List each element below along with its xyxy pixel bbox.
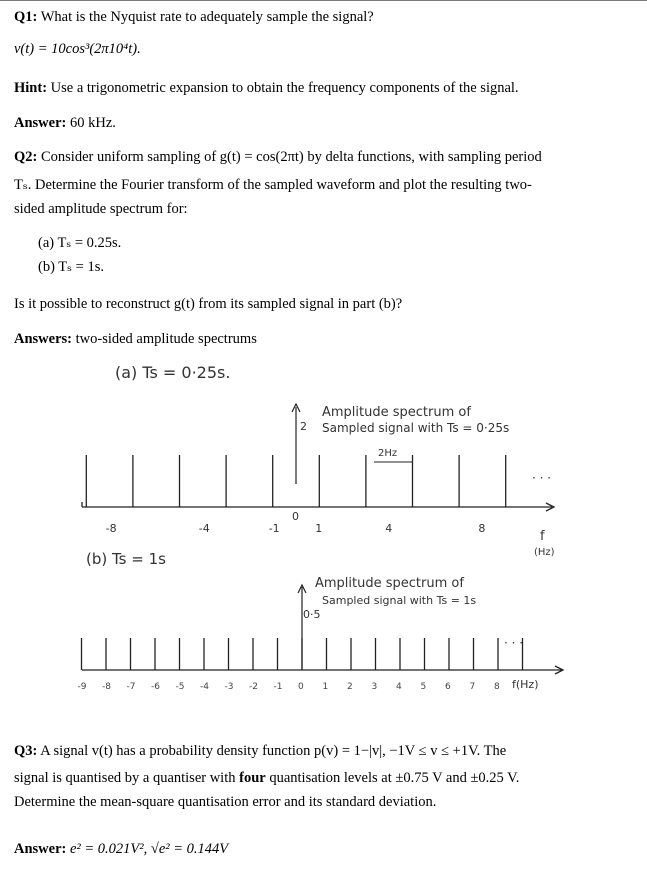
sketch-a-tick-label: -8 [105,522,117,535]
q2-line2: Tₛ. Determine the Fourier transform of the sampled waveform and plot the resulting two- [14,177,532,193]
sketch-b-tick-label: -4 [200,682,209,692]
q2-line3: sided amplitude spectrum for: [14,201,188,217]
sketch-b-title-line2: Sampled signal with Ts = 1s [322,594,477,607]
sketch-b-amp-label: 0·5 [303,608,321,621]
sketch-b-tick-label: -9 [77,682,87,692]
sketch-b-axis-label: f(Hz) [512,678,539,691]
sketch-a-tick-label: 4 [385,522,393,535]
q3-answer-label: Answer: [14,841,67,857]
q3-line2-pre: signal is quantised by a quantiser with [14,770,236,786]
sketch-b-tick-label: -1 [273,682,283,692]
q1-label: Q1: [14,9,38,25]
sketch-b-tick-label: 2 [347,682,353,692]
q3-line2 [14,767,630,789]
sketch-b-tick-label: 3 [371,682,378,692]
sketch-b-ellipsis: · · · [504,636,524,650]
q2-label: Q2: [14,149,38,165]
q3-label: Q3: [14,743,38,759]
q1-answer-text: 60 kHz. [69,115,116,131]
q2-answers-label: Answers: [14,331,72,347]
q1-question [14,6,630,28]
spectrum-sketch [0,352,647,692]
sketch-a-tick-label: 1 [315,522,323,535]
q2-answers [14,328,630,350]
sketch-b-tick-label: -8 [102,682,111,692]
sketch-a-tick-label: 0 [292,510,299,523]
sketch-b-tick-label: 4 [396,682,402,692]
sketch-b-heading: (b) Ts = 1s [86,550,166,568]
sketch-b-tick-label: -5 [175,682,185,692]
q3-answer [14,838,630,860]
q2-answers-text: two-sided amplitude spectrums [75,331,257,347]
sketch-b-tick-label: -6 [151,682,160,692]
sketch-a-unit-label: (Hz) [534,547,555,558]
q2-line1 [14,146,630,168]
q2-part-b: (b) Tₛ = 1s. [38,259,104,275]
q1-hint [14,77,630,99]
sketch-a-axis-label: f [540,529,545,544]
q1-text: What is the Nyquist rate to adequately sample the signal? [40,9,374,25]
q1-hint-text: Use a trigonometric expansion to obtain the frequency components of the signal. [50,80,519,96]
sketch-b-title-line1: Amplitude spectrum of [315,576,464,591]
sketch-b-tick-label: 5 [420,682,427,692]
sketch-a-tick-label: -1 [268,522,280,535]
sketch-b-tick-label: 6 [445,682,451,692]
sketch-a-title-line1: Amplitude spectrum of [322,405,471,420]
q3-line1 [14,740,630,762]
q1-answer [14,112,630,134]
sketch-b-tick-label: 0 [298,682,304,692]
top-border [0,0,647,1]
sketch-b-tick-label: -3 [224,682,234,692]
q2-question2: Is it possible to reconstruct g(t) from its sampled signal in part (b)? [14,296,403,312]
sketch-b-tick-label: -7 [126,682,136,692]
q3-line1-text: A signal v(t) has a probability density function p(v) = 1−|v|, −1V ≤ v ≤ +1V. The [40,743,507,759]
q1-equation: v(t) = 10cos³(2π10⁴t). [14,41,141,57]
sketch-a-tick-label: 8 [478,522,486,535]
q2-part-a: (a) Tₛ = 0.25s. [38,235,122,251]
sketch-b-bars [82,638,523,670]
sketch-b-tick-label: 8 [494,682,500,692]
sketch-b-tick-label: -2 [249,682,258,692]
sketch-a-title-line2: Sampled signal with Ts = 0·25s [322,421,510,435]
q3-line3: Determine the mean-square quantisation error and its standard deviation. [14,794,437,810]
sketch-a-ellipsis: · · · [532,471,552,485]
sketch-b-tick-label: 7 [469,682,476,692]
sketch-a-amp-label: 2 [300,420,307,433]
sketch-a-tick-labels [106,510,486,535]
q2-line1-text: Consider uniform sampling of g(t) = cos(2πt) by delta functions, with sampling period [40,149,542,165]
q3-line2-bold: four [239,770,266,786]
sketch-b-tick-labels [78,682,501,692]
q1-answer-label: Answer: [14,115,67,131]
sketch-b-tick-label: 1 [322,682,329,692]
q3-answer-text: e² = 0.021V², √e² = 0.144V [69,841,229,857]
q3-line2-post: quantisation levels at ±0.75 V and ±0.25 V. [269,770,520,786]
sketch-a-heading: (a) Ts = 0·25s. [115,363,231,382]
q1-hint-label: Hint: [14,80,48,96]
sketch-a-tick-label: -4 [198,522,210,535]
sketch-a-spacing-label: 2Hz [378,448,398,459]
